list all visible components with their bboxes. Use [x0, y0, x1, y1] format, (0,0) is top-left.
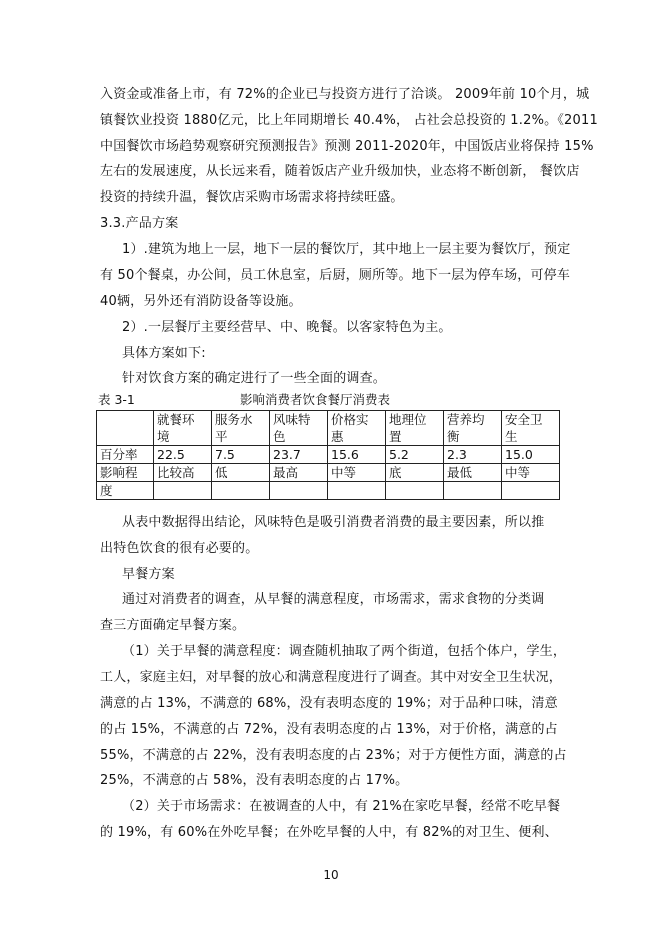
table-cell: 中等 — [328, 464, 386, 482]
table-label: 表 3-1 — [98, 392, 135, 407]
paragraph-line: 针对饮食方案的确定进行了一些全面的调查。 — [122, 371, 387, 386]
paragraph-line: 的 19%，有 60%在外吃早餐；在外吃早餐的人中，有 82%的对卫生、便利、 — [100, 825, 558, 840]
paragraph-line: 25%，不满意的占 58%，没有表明态度的占 17%。 — [100, 773, 409, 788]
table-cell: 度 — [97, 482, 154, 500]
table-cell — [386, 482, 444, 500]
table-header-cell: 就餐环 境 — [154, 411, 212, 446]
paragraph-line: 入资金或准备上市，有 72%的企业已与投资方进行了洽谈。 2009年前 10个月，城 — [100, 87, 590, 102]
table-cell — [444, 482, 502, 500]
table-header-cell: 地理位 置 — [386, 411, 444, 446]
table-cell: 2.3 — [444, 446, 502, 464]
table-cell — [328, 482, 386, 500]
table-row — [97, 446, 560, 464]
table-cell — [270, 482, 328, 500]
paragraph-line: 从表中数据得出结论，风味特色是吸引消费者消费的最主要因素，所以推 — [122, 515, 545, 530]
paragraph-line: 的占 15%，不满意的占 72%，没有表明态度的占 13%，对于价格，满意的占 — [100, 722, 558, 737]
table-cell: 百分率 — [97, 446, 154, 464]
table-cell: 23.7 — [270, 446, 328, 464]
table-title: 影响消费者饮食餐厅消费表 — [240, 392, 391, 407]
table-cell — [154, 482, 212, 500]
table-cell: 低 — [212, 464, 270, 482]
table-cell: 比较高 — [154, 464, 212, 482]
table-row — [97, 464, 560, 482]
table-row — [97, 482, 560, 500]
table-header-cell: 安全卫 生 — [502, 411, 560, 446]
paragraph-line: （2）关于市场需求：在被调查的人中，有 21%在家吃早餐，经常不吃早餐 — [122, 799, 561, 814]
paragraph-line: 40辆，另外还有消防设备等设施。 — [100, 294, 302, 309]
paragraph-line: 左右的发展速度，从长远来看，随着饭店产业升级加快，业态将不断创新， 餐饮店 — [100, 164, 580, 179]
table-cell: 底 — [386, 464, 444, 482]
paragraph-line: 通过对消费者的调查，从早餐的满意程度，市场需求，需求食物的分类调 — [122, 592, 545, 607]
paragraph-line: 有 50个餐桌，办公间，员工休息室，后厨，厕所等。地下一层为停车场，可停车 — [100, 268, 571, 283]
paragraph-line: （1）关于早餐的满意程度：调查随机抽取了两个街道，包括个体户，学生， — [122, 644, 567, 659]
table-cell: 5.2 — [386, 446, 444, 464]
table-cell: 7.5 — [212, 446, 270, 464]
table-cell: 最低 — [444, 464, 502, 482]
paragraph-line: 工人，家庭主妇，对早餐的放心和满意程度进行了调查。其中对安全卫生状况， — [100, 670, 563, 685]
table-cell: 最高 — [270, 464, 328, 482]
table-cell: 15.0 — [502, 446, 560, 464]
survey-table — [96, 410, 560, 500]
table-header-cell — [97, 411, 154, 446]
paragraph-line: 出特色饮食的很有必要的。 — [100, 541, 259, 556]
table-cell: 22.5 — [154, 446, 212, 464]
paragraph-line: 中国餐饮市场趋势观察研究预测报告》预测 2011-2020年，中国饭店业将保持 15% — [100, 139, 594, 154]
paragraph-line: 投资的持续升温，餐饮店采购市场需求将持续旺盛。 — [100, 190, 404, 205]
paragraph-line: 55%，不满意的占 22%，没有表明态度的占 23%；对于方便性方面，满意的占 — [100, 748, 567, 763]
paragraph-line: 镇餐饮业投资 1880亿元，比上年同期增长 40.4%， 占社会总投资的 1.2%。《2011 — [100, 113, 598, 128]
paragraph-line: 1）.建筑为地上一层，地下一层的餐饮厅，其中地上一层主要为餐饮厅，预定 — [122, 242, 571, 257]
paragraph-line: 2）.一层餐厅主要经营早、中、晚餐。以客家特色为主。 — [122, 320, 452, 335]
page-number: 10 — [323, 868, 339, 882]
section-heading: 3.3.产品方案 — [100, 216, 179, 231]
table-header-cell: 价格实 惠 — [328, 411, 386, 446]
subsection-heading: 早餐方案 — [122, 567, 175, 582]
table-cell — [212, 482, 270, 500]
table-cell: 15.6 — [328, 446, 386, 464]
table-header-row — [97, 411, 560, 446]
table-header-cell: 风味特 色 — [270, 411, 328, 446]
table-cell — [502, 482, 560, 500]
paragraph-line: 具体方案如下: — [122, 346, 206, 361]
paragraph-line: 满意的占 13%，不满意的 68%，没有表明态度的 19%；对于品种口味，清意 — [100, 696, 558, 711]
table-header-cell: 服务水 平 — [212, 411, 270, 446]
table-header-cell: 营养均 衡 — [444, 411, 502, 446]
paragraph-line: 查三方面确定早餐方案。 — [100, 618, 246, 633]
table-cell: 中等 — [502, 464, 560, 482]
table-cell: 影响程 — [97, 464, 154, 482]
